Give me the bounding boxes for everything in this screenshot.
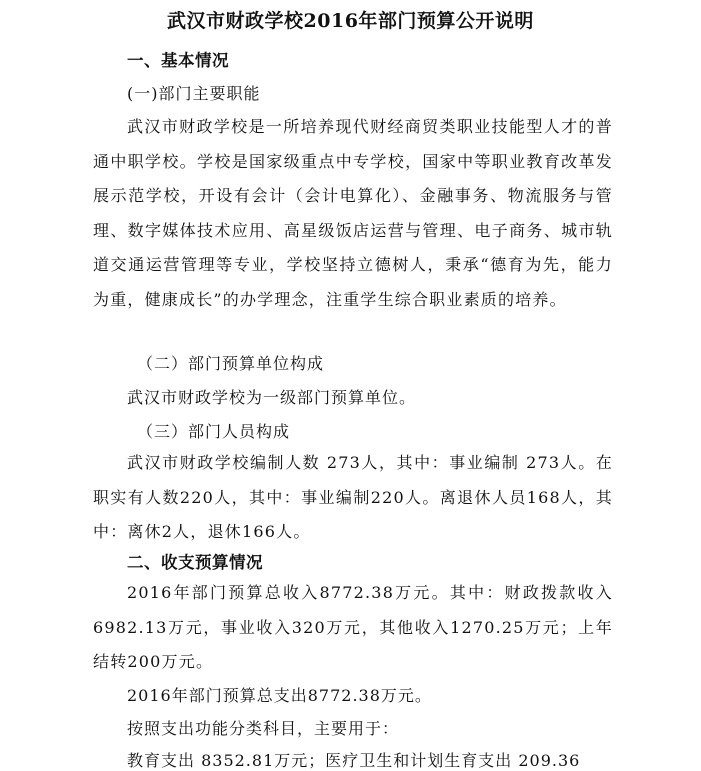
paragraph-function-classification: 按照支出功能分类科目，主要用于：: [127, 719, 400, 738]
paragraph-staff-composition: 武汉市财政学校编制人数 273人，其中：事业编制 273人。在职实有人数220人，其中：事业编制220人。离退休人员168人，其中：离休2人，退休166人。: [93, 453, 613, 541]
section-heading-budget: 二、收支预算情况: [127, 553, 263, 572]
paragraph-budget-income: 2016年部门预算总收入8772.38万元。其中：财政拨款收入6982.13万元，事业收入320万元，其他收入1270.25万元；上年结转200万元。: [93, 583, 613, 671]
section-heading-basic-info: 一、基本情况: [127, 51, 229, 70]
document-title: 武汉市财政学校2016年部门预算公开说明: [167, 10, 534, 32]
subheading-main-functions: (一)部门主要职能: [127, 84, 261, 103]
paragraph-main-functions: 武汉市财政学校是一所培养现代财经商贸类职业技能型人才的普通中职学校。学校是国家级重点中专学校，国家中等职业教育改革发展示范学校，开设有会计（会计电算化）、金融事务、物流服务与管理、数字媒体技术应用、高星级饭店运营与管理、电子商务、城市轨道交通运营管理等专业，学校坚持立德树人，秉承“德育为先，能力为重，健康成长”的办学理念，注重学生综合职业素质的培养。: [93, 117, 613, 309]
paragraph-budget-expense: 2016年部门预算总支出8772.38万元。: [127, 686, 432, 705]
subheading-budget-units: （二）部门预算单位构成: [137, 354, 325, 373]
paragraph-budget-units: 武汉市财政学校为一级部门预算单位。: [127, 388, 417, 407]
paragraph-expense-detail: 教育支出 8352.81万元；医疗卫生和计划生育支出 209.36: [127, 751, 581, 770]
subheading-staff-composition: （三）部门人员构成: [137, 422, 291, 441]
